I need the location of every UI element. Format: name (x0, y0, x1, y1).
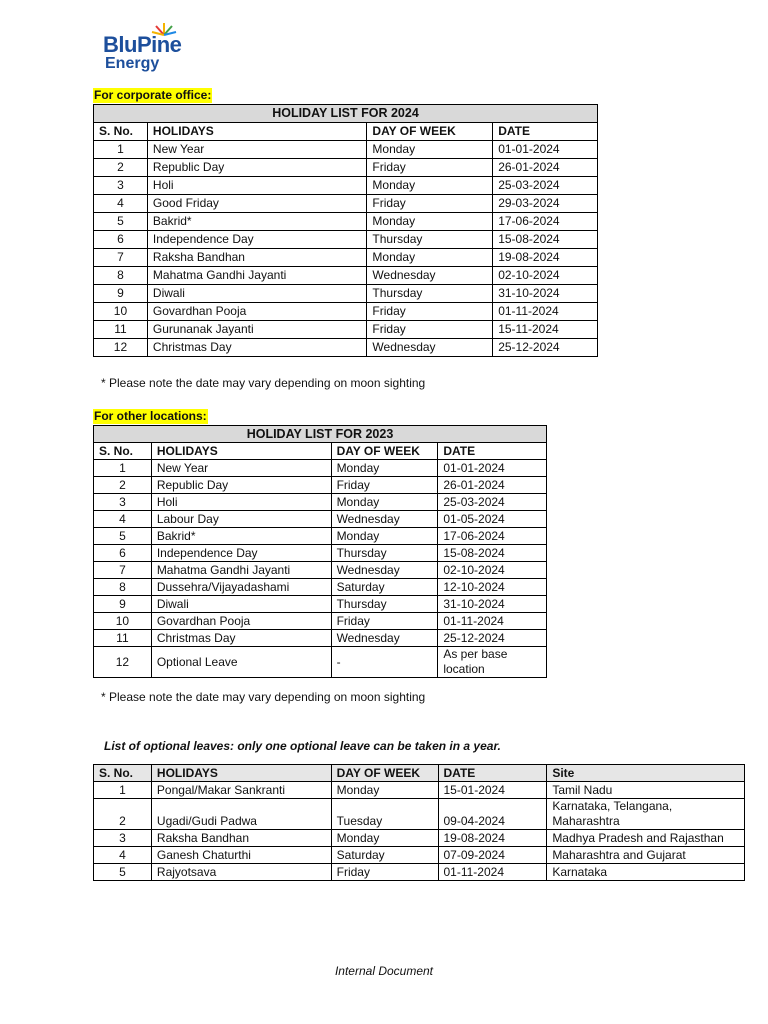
table-cell: 4 (94, 847, 152, 864)
table-cell: Monday (367, 141, 493, 159)
table-cell: Rajyotsava (151, 864, 331, 881)
moon-sighting-note: * Please note the date may vary depending on moon sighting (101, 376, 426, 390)
company-logo (103, 22, 203, 76)
table-cell: 07-09-2024 (438, 847, 547, 864)
column-header: DATE (438, 443, 547, 460)
table-cell: 02-10-2024 (493, 267, 598, 285)
table-cell: Friday (331, 477, 438, 494)
table-cell: Monday (331, 782, 438, 799)
logo-subname: Energy (105, 55, 160, 72)
table-title: HOLIDAY LIST FOR 2023 (94, 426, 547, 443)
table-cell: 9 (94, 596, 152, 613)
table-cell: 25-12-2024 (493, 339, 598, 357)
column-header: S. No. (94, 123, 148, 141)
table-cell: 8 (94, 579, 152, 596)
table-cell: 01-11-2024 (438, 613, 547, 630)
table-cell: Wednesday (331, 511, 438, 528)
other-section-label: For other locations: (94, 409, 207, 423)
table-cell: 01-01-2024 (493, 141, 598, 159)
table-cell: As per base location (438, 647, 547, 678)
table-cell: 31-10-2024 (438, 596, 547, 613)
table-cell: Holi (147, 177, 367, 195)
table-row (94, 141, 598, 159)
table-row (94, 647, 547, 678)
table-cell: 1 (94, 460, 152, 477)
table-row (94, 511, 547, 528)
table-cell: Friday (331, 613, 438, 630)
table-cell: 17-06-2024 (493, 213, 598, 231)
table-cell: Karnataka (547, 864, 745, 881)
table-cell: New Year (151, 460, 331, 477)
table-cell: 5 (94, 528, 152, 545)
table-cell: 29-03-2024 (493, 195, 598, 213)
table-cell: 15-08-2024 (493, 231, 598, 249)
table-cell: 10 (94, 303, 148, 321)
table-cell: Holi (151, 494, 331, 511)
table-cell: 15-08-2024 (438, 545, 547, 562)
table-row (94, 303, 598, 321)
table-cell: 6 (94, 545, 152, 562)
table-cell: Independence Day (147, 231, 367, 249)
table-cell: 7 (94, 249, 148, 267)
table-row (94, 494, 547, 511)
table-cell: Optional Leave (151, 647, 331, 678)
table-cell: Christmas Day (151, 630, 331, 647)
column-header: Site (547, 765, 745, 782)
table-cell: 26-01-2024 (438, 477, 547, 494)
table-row (94, 847, 745, 864)
table-cell: 3 (94, 830, 152, 847)
table-row (94, 613, 547, 630)
table-row (94, 213, 598, 231)
table-cell: Thursday (367, 231, 493, 249)
table-cell: Friday (367, 159, 493, 177)
table-cell: 9 (94, 285, 148, 303)
table-cell: Thursday (331, 545, 438, 562)
table-cell: Diwali (147, 285, 367, 303)
table-cell: Dussehra/Vijayadashami (151, 579, 331, 596)
table-cell: 11 (94, 321, 148, 339)
table-cell: 3 (94, 177, 148, 195)
table-row (94, 562, 547, 579)
table-cell: Christmas Day (147, 339, 367, 357)
table-cell: Friday (367, 195, 493, 213)
table-cell: Friday (331, 864, 438, 881)
column-header: DAY OF WEEK (367, 123, 493, 141)
table-cell: Wednesday (331, 562, 438, 579)
column-header: DATE (493, 123, 598, 141)
table-row (94, 545, 547, 562)
table-row (94, 231, 598, 249)
table-cell: - (331, 647, 438, 678)
table-row (94, 782, 745, 799)
table-cell: Raksha Bandhan (147, 249, 367, 267)
table-cell: Friday (367, 303, 493, 321)
table-cell: 5 (94, 213, 148, 231)
table-cell: 19-08-2024 (438, 830, 547, 847)
table-cell: Diwali (151, 596, 331, 613)
other-locations-holiday-table (93, 425, 547, 678)
table-cell: Wednesday (367, 339, 493, 357)
table-cell: 01-11-2024 (493, 303, 598, 321)
table-cell: Mahatma Gandhi Jayanti (151, 562, 331, 579)
table-row (94, 177, 598, 195)
table-row (94, 159, 598, 177)
table-cell: Gurunanak Jayanti (147, 321, 367, 339)
moon-sighting-note: * Please note the date may vary depending on moon sighting (101, 690, 426, 704)
table-cell: Saturday (331, 847, 438, 864)
table-row (94, 460, 547, 477)
table-cell: 12-10-2024 (438, 579, 547, 596)
table-cell: Mahatma Gandhi Jayanti (147, 267, 367, 285)
table-cell: 10 (94, 613, 152, 630)
table-cell: 1 (94, 782, 152, 799)
column-header: DAY OF WEEK (331, 765, 438, 782)
table-cell: Maharashtra and Gujarat (547, 847, 745, 864)
table-row (94, 249, 598, 267)
table-cell: Thursday (331, 596, 438, 613)
table-cell: 2 (94, 477, 152, 494)
table-row (94, 596, 547, 613)
table-cell: 2 (94, 159, 148, 177)
table-cell: Govardhan Pooja (151, 613, 331, 630)
column-header: DAY OF WEEK (331, 443, 438, 460)
optional-leaves-title: List of optional leaves: only one optional leave can be taken in a year. (104, 739, 501, 753)
table-cell: Karnataka, Telangana, Maharashtra (547, 799, 745, 830)
table-cell: 8 (94, 267, 148, 285)
table-cell: 12 (94, 647, 152, 678)
table-cell: Ugadi/Gudi Padwa (151, 799, 331, 830)
table-cell: Monday (331, 830, 438, 847)
table-cell: 19-08-2024 (493, 249, 598, 267)
table-row (94, 630, 547, 647)
table-cell: New Year (147, 141, 367, 159)
table-cell: 01-01-2024 (438, 460, 547, 477)
table-row (94, 321, 598, 339)
table-cell: 01-11-2024 (438, 864, 547, 881)
table-cell: 1 (94, 141, 148, 159)
table-cell: Ganesh Chaturthi (151, 847, 331, 864)
footer-label: Internal Document (334, 964, 434, 978)
table-cell: Monday (367, 213, 493, 231)
table-cell: 2 (94, 799, 152, 830)
table-cell: 6 (94, 231, 148, 249)
table-row (94, 267, 598, 285)
table-cell: Monday (367, 249, 493, 267)
table-cell: Republic Day (147, 159, 367, 177)
table-row (94, 195, 598, 213)
column-header: S. No. (94, 443, 152, 460)
table-row (94, 285, 598, 303)
table-cell: 02-10-2024 (438, 562, 547, 579)
table-cell: Good Friday (147, 195, 367, 213)
table-cell: Monday (331, 494, 438, 511)
table-cell: Monday (331, 528, 438, 545)
table-cell: 25-12-2024 (438, 630, 547, 647)
table-cell: 25-03-2024 (493, 177, 598, 195)
table-row (94, 477, 547, 494)
column-header: DATE (438, 765, 547, 782)
table-row (94, 830, 745, 847)
corporate-holiday-table (93, 104, 598, 357)
corporate-section-label: For corporate office: (94, 88, 212, 102)
table-cell: Raksha Bandhan (151, 830, 331, 847)
column-header: S. No. (94, 765, 152, 782)
table-row (94, 339, 598, 357)
column-header: HOLIDAYS (151, 443, 331, 460)
table-cell: 12 (94, 339, 148, 357)
table-row (94, 579, 547, 596)
table-cell: Madhya Pradesh and Rajasthan (547, 830, 745, 847)
table-cell: 26-01-2024 (493, 159, 598, 177)
table-title: HOLIDAY LIST FOR 2024 (94, 105, 598, 123)
optional-leaves-table (93, 764, 745, 881)
table-cell: 15-11-2024 (493, 321, 598, 339)
table-cell: Wednesday (331, 630, 438, 647)
table-cell: 11 (94, 630, 152, 647)
table-cell: Monday (331, 460, 438, 477)
table-cell: 5 (94, 864, 152, 881)
table-row (94, 799, 745, 830)
table-cell: Tuesday (331, 799, 438, 830)
logo-name: BluPine (103, 32, 182, 57)
table-row (94, 864, 745, 881)
table-row (94, 528, 547, 545)
table-cell: Labour Day (151, 511, 331, 528)
table-cell: 3 (94, 494, 152, 511)
table-cell: Bakrid* (151, 528, 331, 545)
table-cell: 31-10-2024 (493, 285, 598, 303)
table-cell: 4 (94, 511, 152, 528)
table-cell: 7 (94, 562, 152, 579)
table-cell: 01-05-2024 (438, 511, 547, 528)
column-header: HOLIDAYS (147, 123, 367, 141)
table-cell: Wednesday (367, 267, 493, 285)
column-header: HOLIDAYS (151, 765, 331, 782)
table-cell: Bakrid* (147, 213, 367, 231)
table-cell: Friday (367, 321, 493, 339)
table-cell: Govardhan Pooja (147, 303, 367, 321)
table-cell: 09-04-2024 (438, 799, 547, 830)
table-cell: 15-01-2024 (438, 782, 547, 799)
table-cell: 4 (94, 195, 148, 213)
table-cell: 17-06-2024 (438, 528, 547, 545)
table-cell: 25-03-2024 (438, 494, 547, 511)
table-cell: Independence Day (151, 545, 331, 562)
table-cell: Saturday (331, 579, 438, 596)
table-cell: Monday (367, 177, 493, 195)
table-cell: Republic Day (151, 477, 331, 494)
table-cell: Pongal/Makar Sankranti (151, 782, 331, 799)
table-cell: Thursday (367, 285, 493, 303)
table-cell: Tamil Nadu (547, 782, 745, 799)
